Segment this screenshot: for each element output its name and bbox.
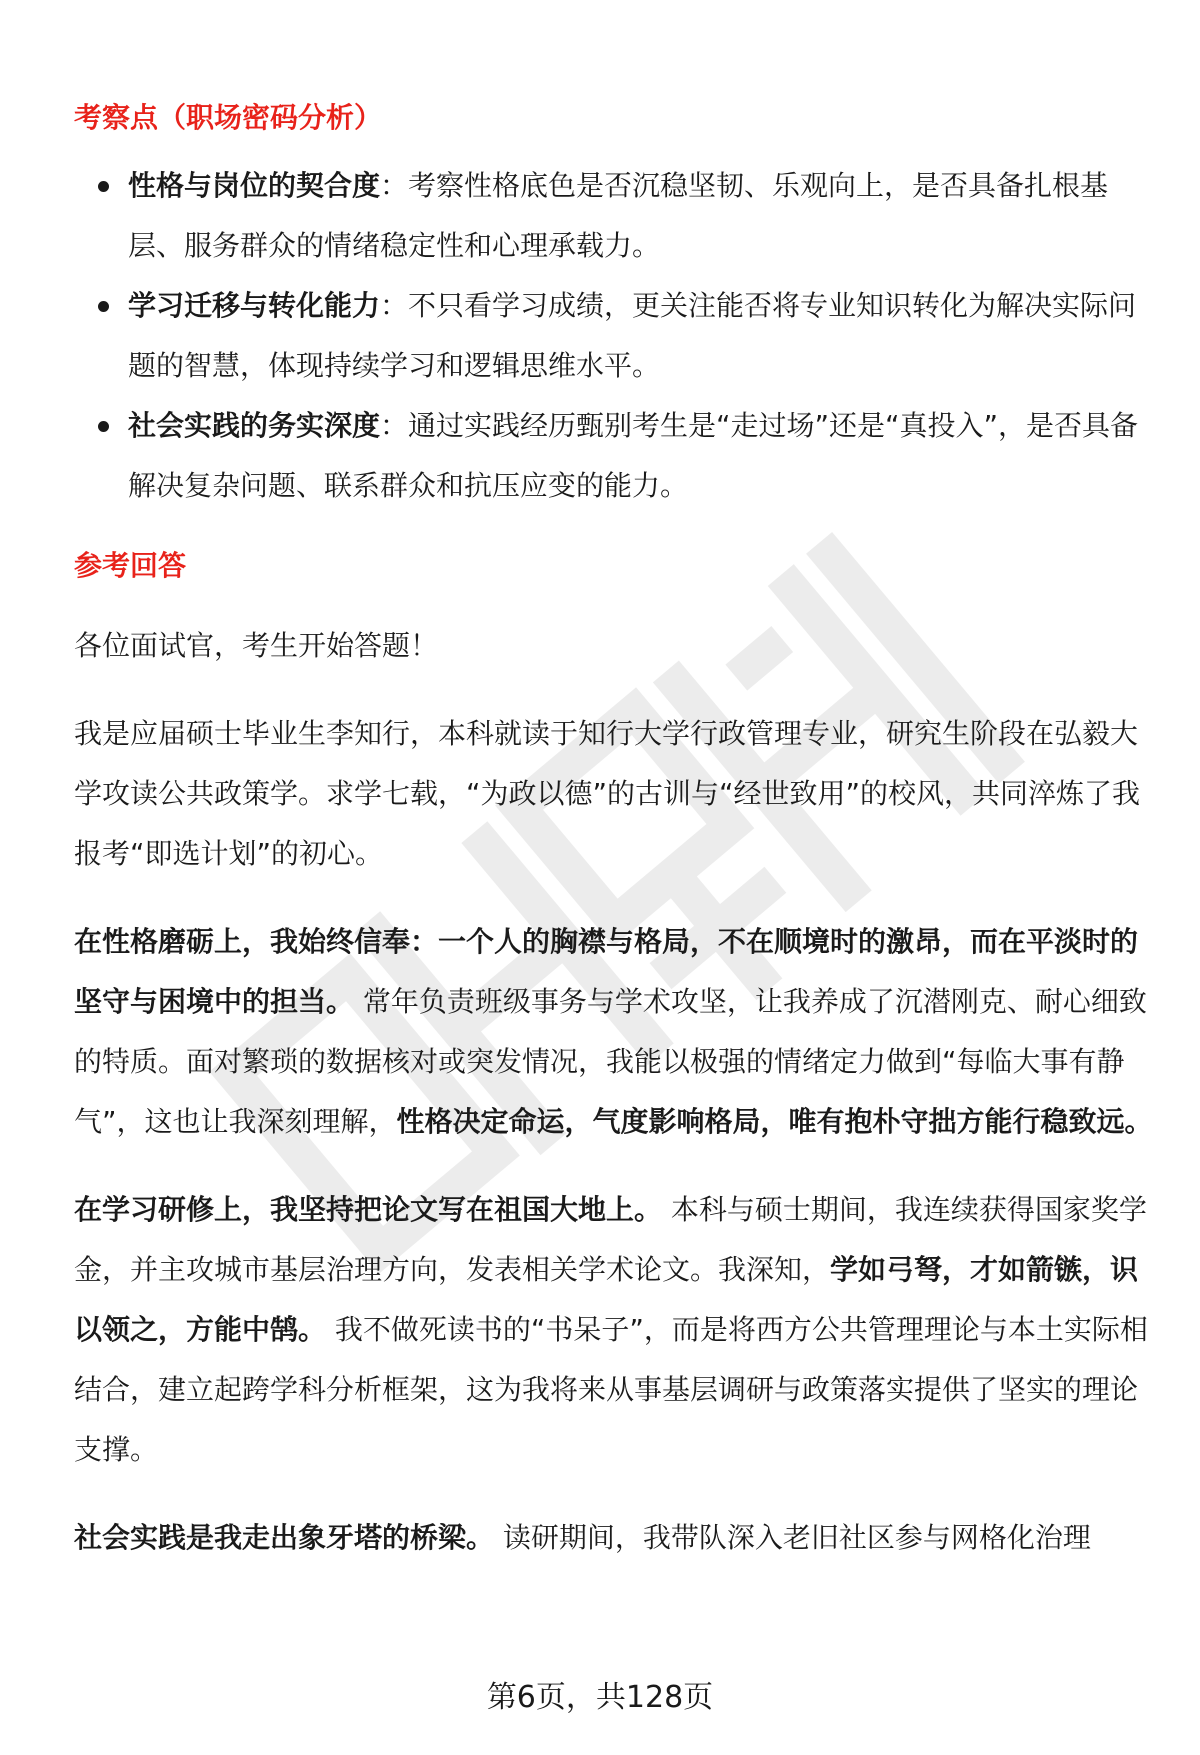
bullet-icon: [98, 181, 109, 192]
practice-paragraph: [74, 1508, 1154, 1568]
point-text: ：通过实践经历甄别考生是“走过场”还是“真投入”，是否具备解决复杂问题、联系群众和抗压应变的能力。: [128, 409, 1139, 502]
document-body: [74, 86, 1154, 1568]
greeting-paragraph: 各位面试官，考生开始答题！: [74, 629, 439, 662]
point-label: 性格与岗位的契合度: [128, 169, 381, 202]
character-paragraph: [74, 912, 1154, 1152]
point-label: 学习迁移与转化能力: [128, 289, 381, 322]
bullet-icon: [98, 421, 109, 432]
intro-paragraph: 我是应届硕士毕业生李知行，本科就读于知行大学行政管理专业，研究生阶段在弘毅大学攻读公共政策学。求学七载，“为政以德”的古训与“经世致用”的校风，共同淬炼了我报考“即选计划”的初心。: [74, 717, 1141, 870]
list-item: [74, 396, 1154, 516]
bold-lead: 社会实践是我走出象牙塔的桥梁。: [74, 1521, 495, 1554]
bold-quote: 学如弓弩，才如箭镞，识以领之，方能中鹄。: [74, 1253, 1139, 1346]
study-paragraph: [74, 1180, 1154, 1480]
body-text: 我不做死读书的“书呆子”，而是将西方公共管理理论与本土实际相结合，建立起跨学科分析框架，这为我将来从事基层调研与政策落实提供了坚实的理论支撑。: [74, 1313, 1148, 1466]
list-item: [74, 156, 1154, 276]
bullet-icon: [98, 301, 109, 312]
assessment-points-list: [74, 156, 1154, 516]
section-title-assessment-points: 考察点（职场密码分析）: [74, 101, 383, 134]
list-item: [74, 276, 1154, 396]
body-text: 本科与硕士期间，我连续获得国家奖学金，并主攻城市基层治理方向，发表相关学术论文。我深知，: [74, 1193, 1147, 1286]
bold-conclusion: 性格决定命运，气度影响格局，唯有抱朴守拙方能行稳致远。: [396, 1105, 1153, 1138]
point-text: ：考察性格底色是否沉稳坚韧、乐观向上，是否具备扎根基层、服务群众的情绪稳定性和心理承载力。: [128, 169, 1109, 262]
page-number-footer: 第6页，共128页: [486, 1680, 714, 1715]
point-text: ：不只看学习成绩，更关注能否将专业知识转化为解决实际问题的智慧，体现持续学习和逻辑思维水平。: [128, 289, 1137, 382]
bold-lead: 在学习研修上，我坚持把论文写在祖国大地上。: [74, 1193, 663, 1226]
body-text: 读研期间，我带队深入老旧社区参与网格化治理: [494, 1521, 1091, 1554]
bold-lead: 在性格磨砺上，我始终信奉：一个人的胸襟与格局，不在顺境时的激昂，而在平淡时的坚守与困境中的担当。: [74, 925, 1139, 1018]
body-text: 常年负责班级事务与学术攻坚，让我养成了沉潜刚克、耐心细致的特质。面对繁琐的数据核对或突发情况，我能以极强的情绪定力做到“每临大事有静气”，这也让我深刻理解，: [74, 985, 1147, 1138]
point-label: 社会实践的务实深度: [128, 409, 381, 442]
section-title-reference-answer: 参考回答: [74, 549, 187, 582]
